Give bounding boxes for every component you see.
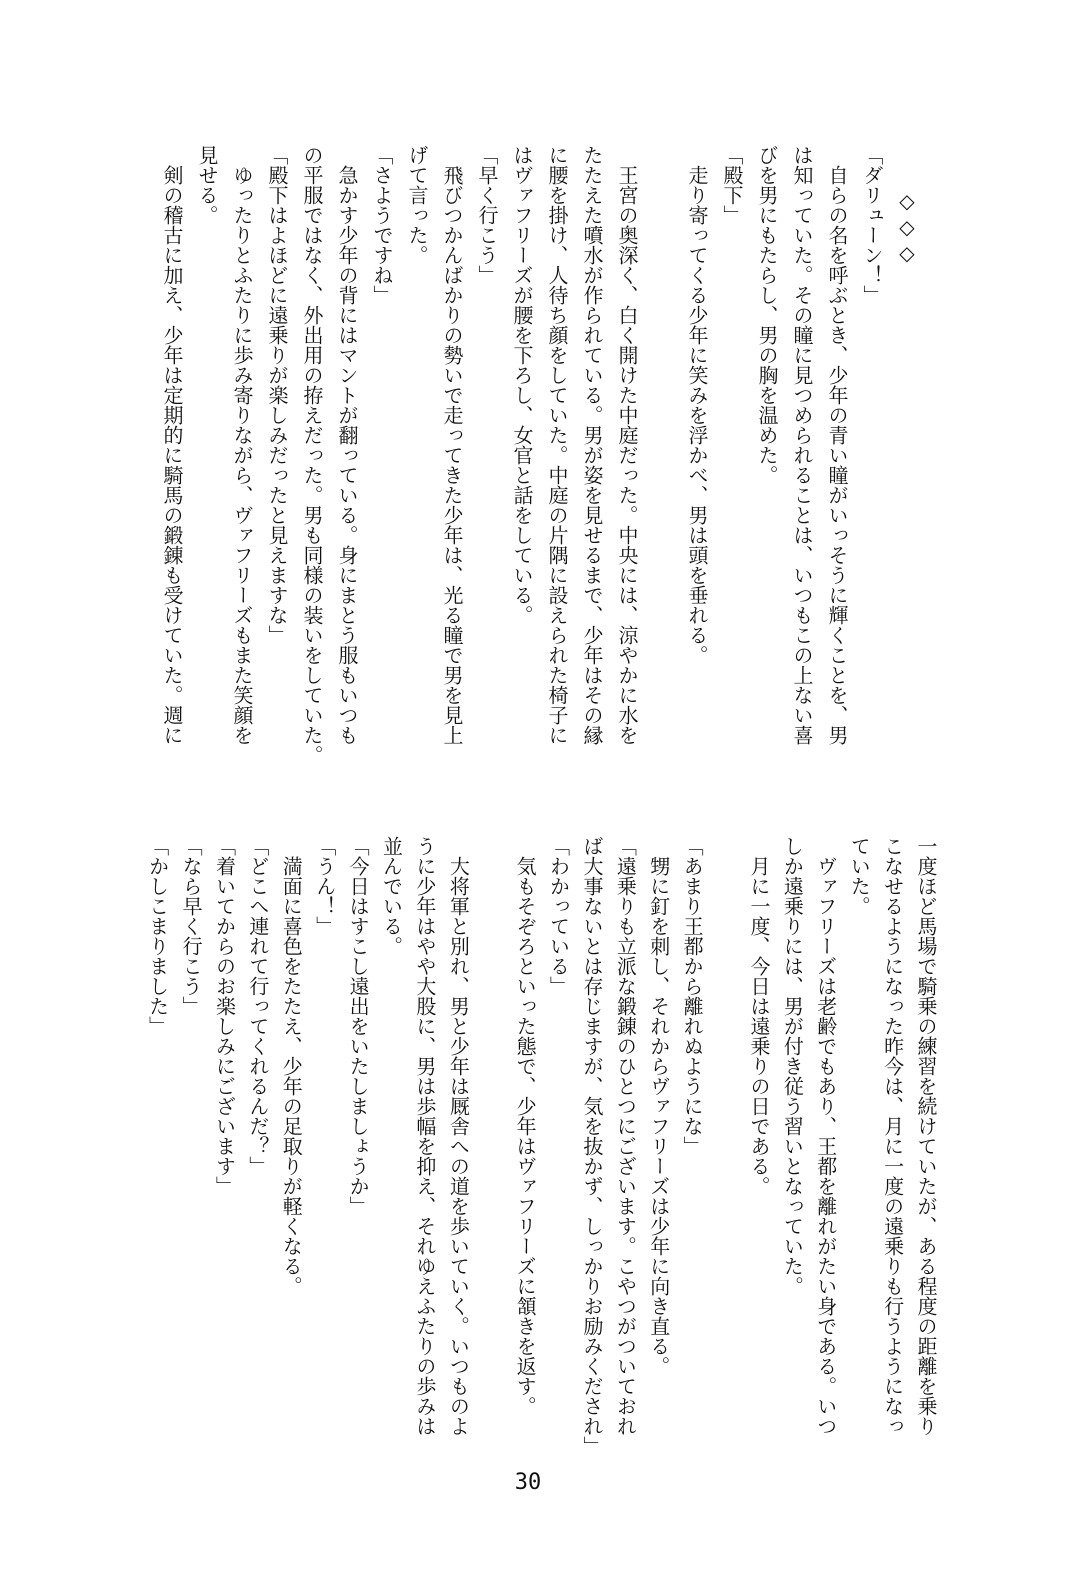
text-column: しか遠乗りには、男が付き従う習いとなっていた。	[780, 836, 805, 1296]
text-column: 大将軍と別れ、男と少年は厩舎への道を歩いていく。いつものよ	[446, 836, 471, 1436]
text-column: こなせるようになった昨今は、月に一度の遠乗りも行うようになっ	[880, 836, 905, 1436]
text-column: 「あまり王都から離れぬようにな」	[680, 836, 705, 1156]
text-column: 「どこへ連れて行ってくれるんだ？」	[245, 836, 270, 1176]
text-column: 「殿下」	[720, 145, 744, 225]
text-column: は知っていた。その瞳に見つめられることは、いつもこの上ない喜	[790, 145, 814, 745]
text-column: 並んでいる。	[379, 836, 404, 956]
text-column: 満面に喜色をたたえ、少年の足取りが軽くなる。	[279, 836, 304, 1296]
text-column: の平服ではなく、外出用の拵えだった。男も同様の装いをしていた。	[300, 145, 324, 765]
text-column: 剣の稽古に加え、少年は定期的に騎馬の鍛錬も受けていた。週に	[160, 145, 184, 745]
text-column: に腰を掛け、人待ち顔をしていた。中庭の片隅に設えられた椅子に	[545, 145, 569, 745]
text-column: 「うん！」	[312, 836, 337, 936]
text-column: 「殿下はよほどに遠乗りが楽しみだったと見えますな」	[265, 145, 289, 645]
page-number: 30	[514, 1470, 542, 1495]
text-column: 走り寄ってくる少年に笑みを浮かべ、男は頭を垂れる。	[685, 145, 709, 665]
text-column: はヴァフリーズが腰を下ろし、女官と話をしている。	[510, 145, 534, 625]
blank-line	[474, 836, 507, 1466]
text-column: ていた。	[847, 836, 872, 916]
text-column: 「早く行こう」	[475, 145, 499, 285]
blank-line	[708, 836, 741, 1466]
text-column: 自らの名を呼ぶとき、少年の青い瞳がいっそうに輝くことを、男	[825, 145, 849, 745]
text-column: 甥に釘を刺し、それからヴァフリーズは少年に向き直る。	[646, 836, 671, 1376]
top-text-block	[154, 145, 924, 785]
text-column: 「かしこまりました」	[145, 836, 170, 1036]
text-column: 急かす少年の背にはマントが翻っている。身にまとう服もいつも	[335, 145, 359, 745]
text-column: 「なら早く行こう」	[179, 836, 204, 1016]
text-column: 一度ほど馬場で騎乗の練習を続けていたが、ある程度の距離を乗り	[914, 836, 938, 1436]
text-column: ゆったりとふたりに歩み寄りながら、ヴァフリーズもまた笑顔を	[230, 145, 254, 745]
bottom-text-block	[140, 836, 942, 1466]
text-column: 月に一度、今日は遠乗りの日である。	[746, 836, 771, 1196]
text-column: 「ダリューン！」	[860, 145, 884, 305]
text-column: ば大事ないとは存じますが、気を抜かず、しっかりお励みくだされ」	[579, 836, 604, 1456]
blank-line	[644, 145, 679, 785]
text-column: 「さようですね」	[370, 145, 394, 305]
text-column: びを男にもたらし、男の胸を温めた。	[755, 145, 779, 485]
text-column: 気もそぞろといった態で、少年はヴァフリーズに頷きを返す。	[513, 836, 538, 1416]
text-column: 飛びつかんばかりの勢いで走ってきた少年は、光る瞳で男を見上	[440, 145, 464, 745]
text-column: 「わかっている」	[546, 836, 571, 996]
text-column: 「今日はすこし遠出をいたしましょうか」	[346, 836, 371, 1216]
text-column: 「遠乗りも立派な鍛錬のひとつにございます。こやつがついておれ	[613, 836, 638, 1436]
text-column: げて言った。	[405, 145, 429, 265]
text-column: たたえた噴水が作られている。男が姿を見せるまで、少年はその縁	[580, 145, 604, 745]
text-column: うに少年はやや大股に、男は歩幅を抑え、それゆえふたりの歩みは	[412, 836, 437, 1436]
text-column: 王宮の奥深く、白く開けた中庭だった。中央には、涼やかに水を	[615, 145, 639, 745]
text-column: ヴァフリーズは老齢でもあり、王都を離れがたい身である。いつ	[813, 836, 838, 1436]
text-column: 「着いてからのお楽しみにございます」	[212, 836, 237, 1196]
section-break-ornament: ◇◇◇	[895, 189, 919, 267]
text-column: 見せる。	[195, 145, 219, 225]
